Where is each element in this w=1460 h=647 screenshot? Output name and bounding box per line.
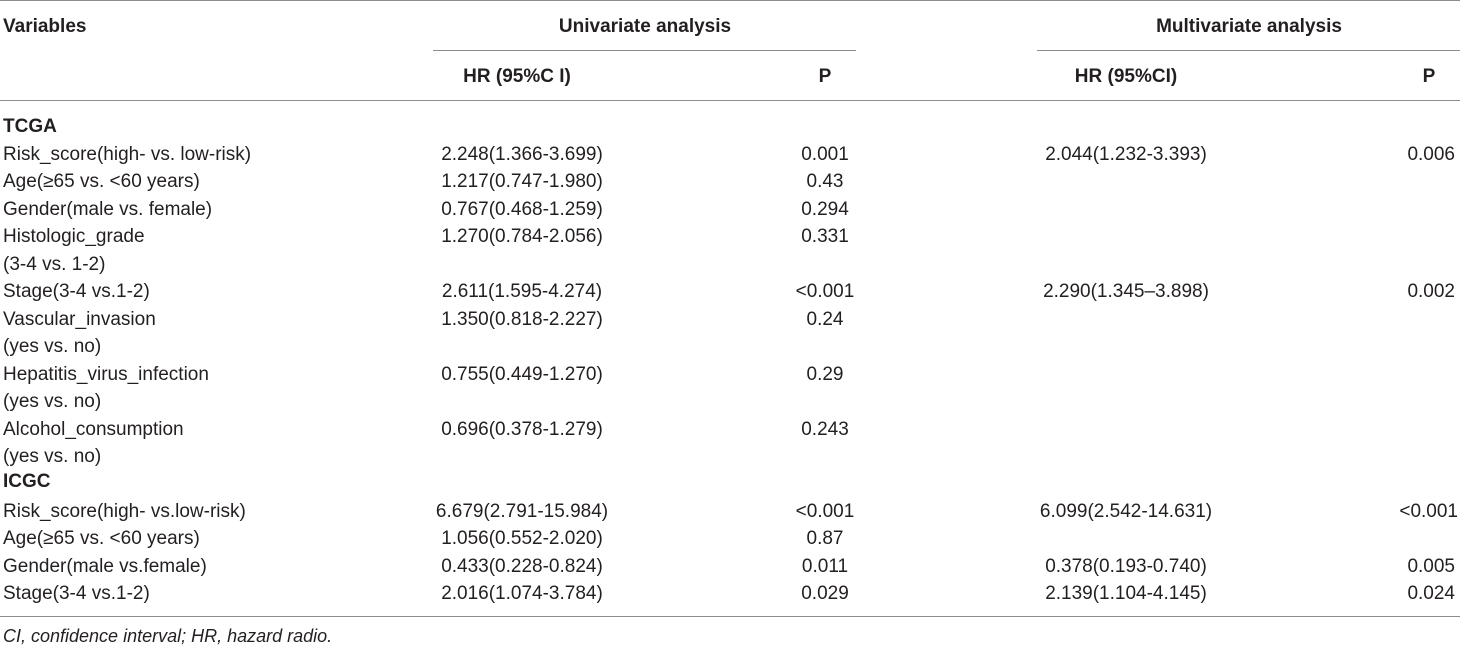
- multi-p-cell: 0.002: [1407, 281, 1455, 302]
- uni-hr-cell: 6.679(2.791-15.984): [435, 501, 609, 522]
- uni-p-cell: 0.294: [801, 199, 849, 220]
- row-label: Vascular_invasion: [3, 309, 156, 330]
- multi-p-cell: 0.006: [1407, 144, 1455, 165]
- uni-hr-cell: 2.248(1.366-3.699): [441, 144, 603, 165]
- uni-p-cell: <0.001: [795, 281, 855, 302]
- row-label: Hepatitis_virus_infection: [3, 364, 209, 385]
- row-label: Risk_score(high- vs. low-risk): [3, 144, 252, 165]
- row-label: Age(≥65 vs. <60 years): [3, 528, 200, 549]
- uni-p-cell: 0.243: [801, 419, 849, 440]
- univariate-header: Univariate analysis: [558, 16, 732, 37]
- uni-hr-cell: 1.056(0.552-2.020): [441, 528, 603, 549]
- row-label: Risk_score(high- vs.low-risk): [3, 501, 246, 522]
- row-label-continuation: (yes vs. no): [3, 391, 102, 412]
- uni-hr-cell: 1.270(0.784-2.056): [441, 226, 603, 247]
- multi-hr-cell: 2.290(1.345–3.898): [1043, 281, 1209, 302]
- uni-hr-cell: 1.350(0.818-2.227): [441, 309, 603, 330]
- row-label-continuation: (yes vs. no): [3, 446, 102, 467]
- multivariate-hr-header: HR (95%CI): [1074, 66, 1178, 87]
- uni-p-cell: 0.29: [806, 364, 844, 385]
- uni-p-cell: 0.011: [801, 556, 849, 577]
- uni-p-cell: 0.331: [801, 226, 849, 247]
- multivariate-underline: [1037, 50, 1460, 51]
- uni-p-cell: 0.029: [801, 583, 849, 604]
- uni-p-cell: 0.24: [806, 309, 844, 330]
- multi-hr-cell: 2.044(1.232-3.393): [1045, 144, 1207, 165]
- uni-p-cell: 0.87: [806, 528, 844, 549]
- multivariate-header: Multivariate analysis: [1156, 16, 1342, 37]
- multi-p-cell: 0.024: [1407, 583, 1455, 604]
- row-label-continuation: (3-4 vs. 1-2): [3, 254, 106, 275]
- uni-hr-cell: 2.611(1.595-4.274): [441, 281, 603, 302]
- uni-p-cell: 0.43: [806, 171, 844, 192]
- section-tcga: TCGA: [3, 116, 57, 137]
- row-label: Age(≥65 vs. <60 years): [3, 171, 200, 192]
- uni-p-cell: <0.001: [795, 501, 855, 522]
- row-label: Gender(male vs.female): [3, 556, 207, 577]
- table-footnote: CI, confidence interval; HR, hazard radio.: [3, 626, 333, 646]
- multi-hr-cell: 6.099(2.542-14.631): [1039, 501, 1213, 522]
- section-icgc: ICGC: [3, 471, 51, 492]
- multi-p-cell: <0.001: [1399, 501, 1458, 522]
- row-label: Alcohol_consumption: [3, 419, 184, 440]
- multi-p-cell: 0.005: [1407, 556, 1455, 577]
- header-bottom-rule: [0, 100, 1460, 101]
- univariate-hr-header: HR (95%C I): [463, 66, 571, 87]
- uni-hr-cell: 1.217(0.747-1.980): [441, 171, 603, 192]
- row-label-continuation: (yes vs. no): [3, 336, 102, 357]
- row-label: Stage(3-4 vs.1-2): [3, 281, 150, 302]
- row-label: Histologic_grade: [3, 226, 145, 247]
- uni-p-cell: 0.001: [801, 144, 849, 165]
- uni-hr-cell: 0.433(0.228-0.824): [441, 556, 603, 577]
- univariate-underline: [433, 50, 856, 51]
- uni-hr-cell: 0.755(0.449-1.270): [441, 364, 603, 385]
- univariate-p-header: P: [818, 66, 832, 87]
- multi-hr-cell: 0.378(0.193-0.740): [1045, 556, 1207, 577]
- multivariate-p-header: P: [1422, 66, 1436, 87]
- top-rule: [0, 0, 1460, 1]
- row-label: Stage(3-4 vs.1-2): [3, 583, 150, 604]
- variables-header: Variables: [3, 16, 87, 37]
- uni-hr-cell: 0.696(0.378-1.279): [441, 419, 603, 440]
- uni-hr-cell: 2.016(1.074-3.784): [441, 583, 603, 604]
- uni-hr-cell: 0.767(0.468-1.259): [441, 199, 603, 220]
- table-bottom-rule: [0, 616, 1460, 617]
- row-label: Gender(male vs. female): [3, 199, 213, 220]
- multi-hr-cell: 2.139(1.104-4.145): [1045, 583, 1207, 604]
